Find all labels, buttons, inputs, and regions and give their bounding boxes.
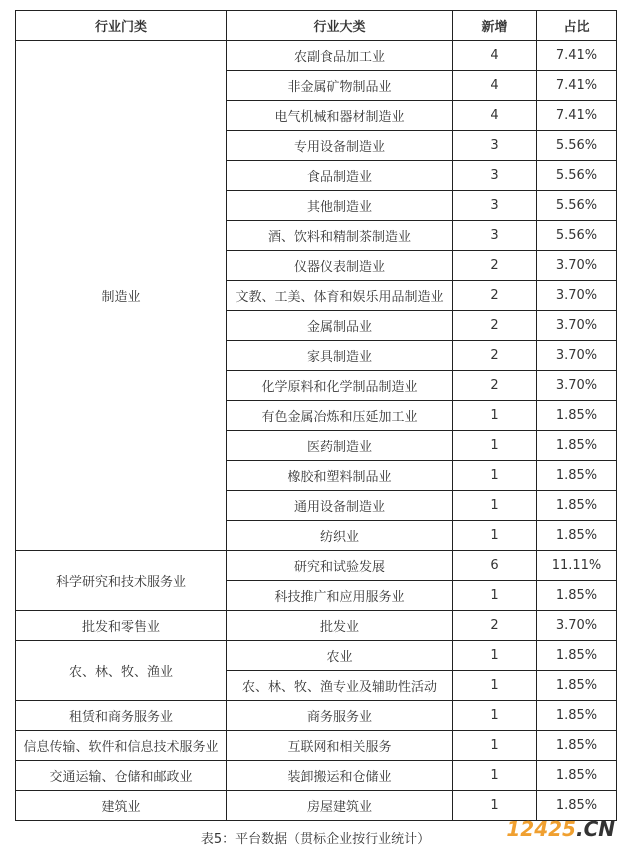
category-cell: 建筑业 xyxy=(16,791,227,821)
new-count-cell: 1 xyxy=(453,491,537,521)
subcategory-cell: 家具制造业 xyxy=(227,341,453,371)
new-count-cell: 2 xyxy=(453,311,537,341)
table-row xyxy=(16,731,617,761)
subcategory-cell: 房屋建筑业 xyxy=(227,791,453,821)
table-header-row xyxy=(16,11,617,41)
subcategory-cell: 其他制造业 xyxy=(227,191,453,221)
subcategory-cell: 食品制造业 xyxy=(227,161,453,191)
table-row xyxy=(16,761,617,791)
subcategory-cell: 装卸搬运和仓储业 xyxy=(227,761,453,791)
share-cell: 1.85% xyxy=(537,581,617,611)
share-cell: 5.56% xyxy=(537,161,617,191)
share-cell: 7.41% xyxy=(537,71,617,101)
share-cell: 1.85% xyxy=(537,521,617,551)
header-subcategory: 行业大类 xyxy=(227,11,453,41)
industry-stats-table xyxy=(15,10,617,821)
new-count-cell: 4 xyxy=(453,101,537,131)
new-count-cell: 1 xyxy=(453,731,537,761)
share-cell: 3.70% xyxy=(537,281,617,311)
header-share: 占比 xyxy=(537,11,617,41)
new-count-cell: 1 xyxy=(453,431,537,461)
table-row xyxy=(16,551,617,581)
watermark-number: 12425 xyxy=(506,817,576,841)
header-category: 行业门类 xyxy=(16,11,227,41)
subcategory-cell: 专用设备制造业 xyxy=(227,131,453,161)
table-caption: 表5：平台数据（贯标企业按行业统计） xyxy=(200,832,431,847)
share-cell: 1.85% xyxy=(537,491,617,521)
share-cell: 1.85% xyxy=(537,401,617,431)
share-cell: 7.41% xyxy=(537,101,617,131)
new-count-cell: 3 xyxy=(453,191,537,221)
subcategory-cell: 商务服务业 xyxy=(227,701,453,731)
category-cell: 交通运输、仓储和邮政业 xyxy=(16,761,227,791)
new-count-cell: 1 xyxy=(453,401,537,431)
subcategory-cell: 纺织业 xyxy=(227,521,453,551)
share-cell: 3.70% xyxy=(537,341,617,371)
subcategory-cell: 化学原料和化学制品制造业 xyxy=(227,371,453,401)
share-cell: 1.85% xyxy=(537,761,617,791)
new-count-cell: 1 xyxy=(453,671,537,701)
subcategory-cell: 通用设备制造业 xyxy=(227,491,453,521)
subcategory-cell: 医药制造业 xyxy=(227,431,453,461)
new-count-cell: 3 xyxy=(453,131,537,161)
header-new-count: 新增 xyxy=(453,11,537,41)
new-count-cell: 1 xyxy=(453,701,537,731)
new-count-cell: 6 xyxy=(453,551,537,581)
new-count-cell: 2 xyxy=(453,611,537,641)
new-count-cell: 1 xyxy=(453,641,537,671)
new-count-cell: 1 xyxy=(453,761,537,791)
category-cell: 科学研究和技术服务业 xyxy=(16,551,227,611)
share-cell: 11.11% xyxy=(537,551,617,581)
subcategory-cell: 有色金属冶炼和压延加工业 xyxy=(227,401,453,431)
subcategory-cell: 电气机械和器材制造业 xyxy=(227,101,453,131)
share-cell: 7.41% xyxy=(537,41,617,71)
new-count-cell: 1 xyxy=(453,581,537,611)
share-cell: 1.85% xyxy=(537,731,617,761)
new-count-cell: 1 xyxy=(453,791,537,821)
share-cell: 3.70% xyxy=(537,371,617,401)
subcategory-cell: 橡胶和塑料制品业 xyxy=(227,461,453,491)
subcategory-cell: 金属制品业 xyxy=(227,311,453,341)
new-count-cell: 1 xyxy=(453,461,537,491)
new-count-cell: 2 xyxy=(453,251,537,281)
new-count-cell: 2 xyxy=(453,341,537,371)
table-row xyxy=(16,41,617,71)
new-count-cell: 2 xyxy=(453,371,537,401)
category-cell: 信息传输、软件和信息技术服务业 xyxy=(16,731,227,761)
share-cell: 3.70% xyxy=(537,611,617,641)
subcategory-cell: 研究和试验发展 xyxy=(227,551,453,581)
share-cell: 1.85% xyxy=(537,701,617,731)
table-row xyxy=(16,791,617,821)
share-cell: 1.85% xyxy=(537,641,617,671)
category-cell: 农、林、牧、渔业 xyxy=(16,641,227,701)
subcategory-cell: 酒、饮料和精制茶制造业 xyxy=(227,221,453,251)
table-row xyxy=(16,611,617,641)
site-watermark xyxy=(506,817,615,841)
share-cell: 1.85% xyxy=(537,431,617,461)
table-body xyxy=(16,41,617,821)
subcategory-cell: 批发业 xyxy=(227,611,453,641)
share-cell: 5.56% xyxy=(537,191,617,221)
share-cell: 1.85% xyxy=(537,461,617,491)
subcategory-cell: 非金属矿物制品业 xyxy=(227,71,453,101)
new-count-cell: 4 xyxy=(453,71,537,101)
share-cell: 3.70% xyxy=(537,251,617,281)
category-cell: 制造业 xyxy=(16,41,227,551)
subcategory-cell: 农副食品加工业 xyxy=(227,41,453,71)
subcategory-cell: 农业 xyxy=(227,641,453,671)
table-row xyxy=(16,641,617,671)
new-count-cell: 4 xyxy=(453,41,537,71)
subcategory-cell: 互联网和相关服务 xyxy=(227,731,453,761)
watermark-tld: .CN xyxy=(575,817,615,841)
subcategory-cell: 仪器仪表制造业 xyxy=(227,251,453,281)
share-cell: 1.85% xyxy=(537,671,617,701)
share-cell: 5.56% xyxy=(537,221,617,251)
subcategory-cell: 文教、工美、体育和娱乐用品制造业 xyxy=(227,281,453,311)
share-cell: 1.85% xyxy=(537,791,617,821)
category-cell: 批发和零售业 xyxy=(16,611,227,641)
share-cell: 5.56% xyxy=(537,131,617,161)
new-count-cell: 3 xyxy=(453,161,537,191)
subcategory-cell: 农、林、牧、渔专业及辅助性活动 xyxy=(227,671,453,701)
share-cell: 3.70% xyxy=(537,311,617,341)
category-cell: 租赁和商务服务业 xyxy=(16,701,227,731)
table-row xyxy=(16,701,617,731)
subcategory-cell: 科技推广和应用服务业 xyxy=(227,581,453,611)
new-count-cell: 3 xyxy=(453,221,537,251)
new-count-cell: 2 xyxy=(453,281,537,311)
new-count-cell: 1 xyxy=(453,521,537,551)
